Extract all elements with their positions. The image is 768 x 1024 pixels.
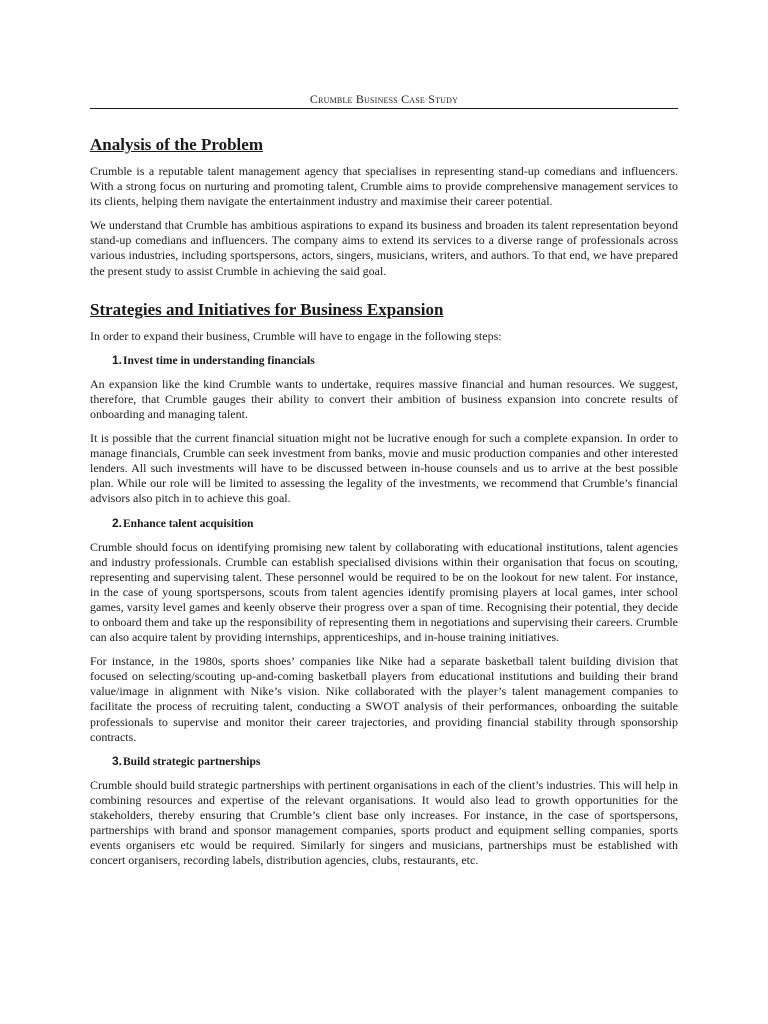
- document-page: [90, 92, 678, 877]
- paragraph: It is possible that the current financial situation might not be lucrative enough for such a complete expansion. In order to manage financials, Crumble can seek investment from banks, movie and music production companies and other interested lenders. All such investments will have to be discussed between in-house counsels and us to arrive at the best possible plan. While our role will be limited to assessing the legality of the investments, we recommend that Crumble’s financial advisors also pitch in to achieve this goal.: [90, 431, 678, 506]
- step-heading-1: [90, 353, 678, 369]
- intro-paragraph: In order to expand their business, Crumble will have to engage in the following steps:: [90, 328, 502, 343]
- paragraph: Crumble should build strategic partnerships with pertinent organisations in each of the client’s industries. This will help in combining resources and expertise of the relevant organisations. It would also lead to growth opportunities for the stakeholders, thereby ensuring that Crumble’s client base only increases. For instance, in the case of sportspersons, partnerships with brand and sponsor management companies, sports product and equipment selling companies, sports events organisers etc would be required. Similarly for singers and musicians, partnerships must be established with concert organisers, recording labels, distribution agencies, clubs, restaurants, etc.: [90, 777, 678, 868]
- running-header: Crumble Business Case Study: [90, 92, 678, 109]
- section-heading-strategies: Strategies and Initiatives for Business Expansion: [90, 299, 444, 319]
- paragraph: An expansion like the kind Crumble wants to undertake, requires massive financial and human resources. We suggest, therefore, that Crumble gauges their ability to convert their ambition of business expansion into concrete results of onboarding and managing talent.: [90, 376, 678, 421]
- step-heading-2: [90, 516, 678, 532]
- step-number: 1.: [112, 352, 123, 367]
- paragraph: For instance, in the 1980s, sports shoes’ companies like Nike had a separate basketball talent building division that focused on selecting/scouting up-and-coming basketball players from educational institutions and building their brand value/image in alignment with Nike’s vision. Nike collaborated with the player’s talent management companies to facilitate the process of recruiting talent, conducting a SWOT analysis of their performances, onboarding the suitable professionals to supervise and monitor their career trajectories, and providing financial stability through sponsorship contracts.: [90, 654, 678, 744]
- paragraph: Crumble is a reputable talent management agency that specialises in representing stand-up comedians and influencers. With a strong focus on nurturing and promoting talent, Crumble aims to provide comprehensive management services to its clients, helping them navigate the entertainment industry and maximise their career potential.: [90, 164, 678, 209]
- step-number: 2.: [112, 515, 123, 530]
- section-heading-analysis: Analysis of the Problem: [90, 135, 263, 154]
- step-number: 3.: [112, 753, 123, 768]
- step-title: Enhance talent acquisition: [123, 517, 254, 530]
- step-title: Invest time in understanding financials: [123, 354, 315, 367]
- step-heading-3: [90, 754, 678, 770]
- paragraph: We understand that Crumble has ambitious aspirations to expand its business and broaden its talent representation beyond stand-up comedians and influencers. The company aims to extend its services to a diverse range of professionals across various industries, including sportspersons, actors, singers, musicians, writers, and authors. To that end, we have prepared the present study to assist Crumble in achieving the said goal.: [90, 218, 678, 278]
- step-title: Build strategic partnerships: [123, 755, 261, 768]
- paragraph: Crumble should focus on identifying promising new talent by collaborating with educational institutions, talent agencies and industry professionals. Crumble can establish specialised divisions within their organisation that focus on scouting, representing and supervising talent. These personnel would be required to be on the lookout for new talent. For instance, in the case of young sportspersons, scouts from talent agencies identify promising players at local games, inter school games, varsity level games and keenly observe their progress over a span of time. Recognising their potential, they decide to onboard them and take up the responsibility of representing them in negotiations and supervising their careers. Crumble can also acquire talent by providing internships, apprenticeships, and in-house training initiatives.: [90, 539, 678, 645]
